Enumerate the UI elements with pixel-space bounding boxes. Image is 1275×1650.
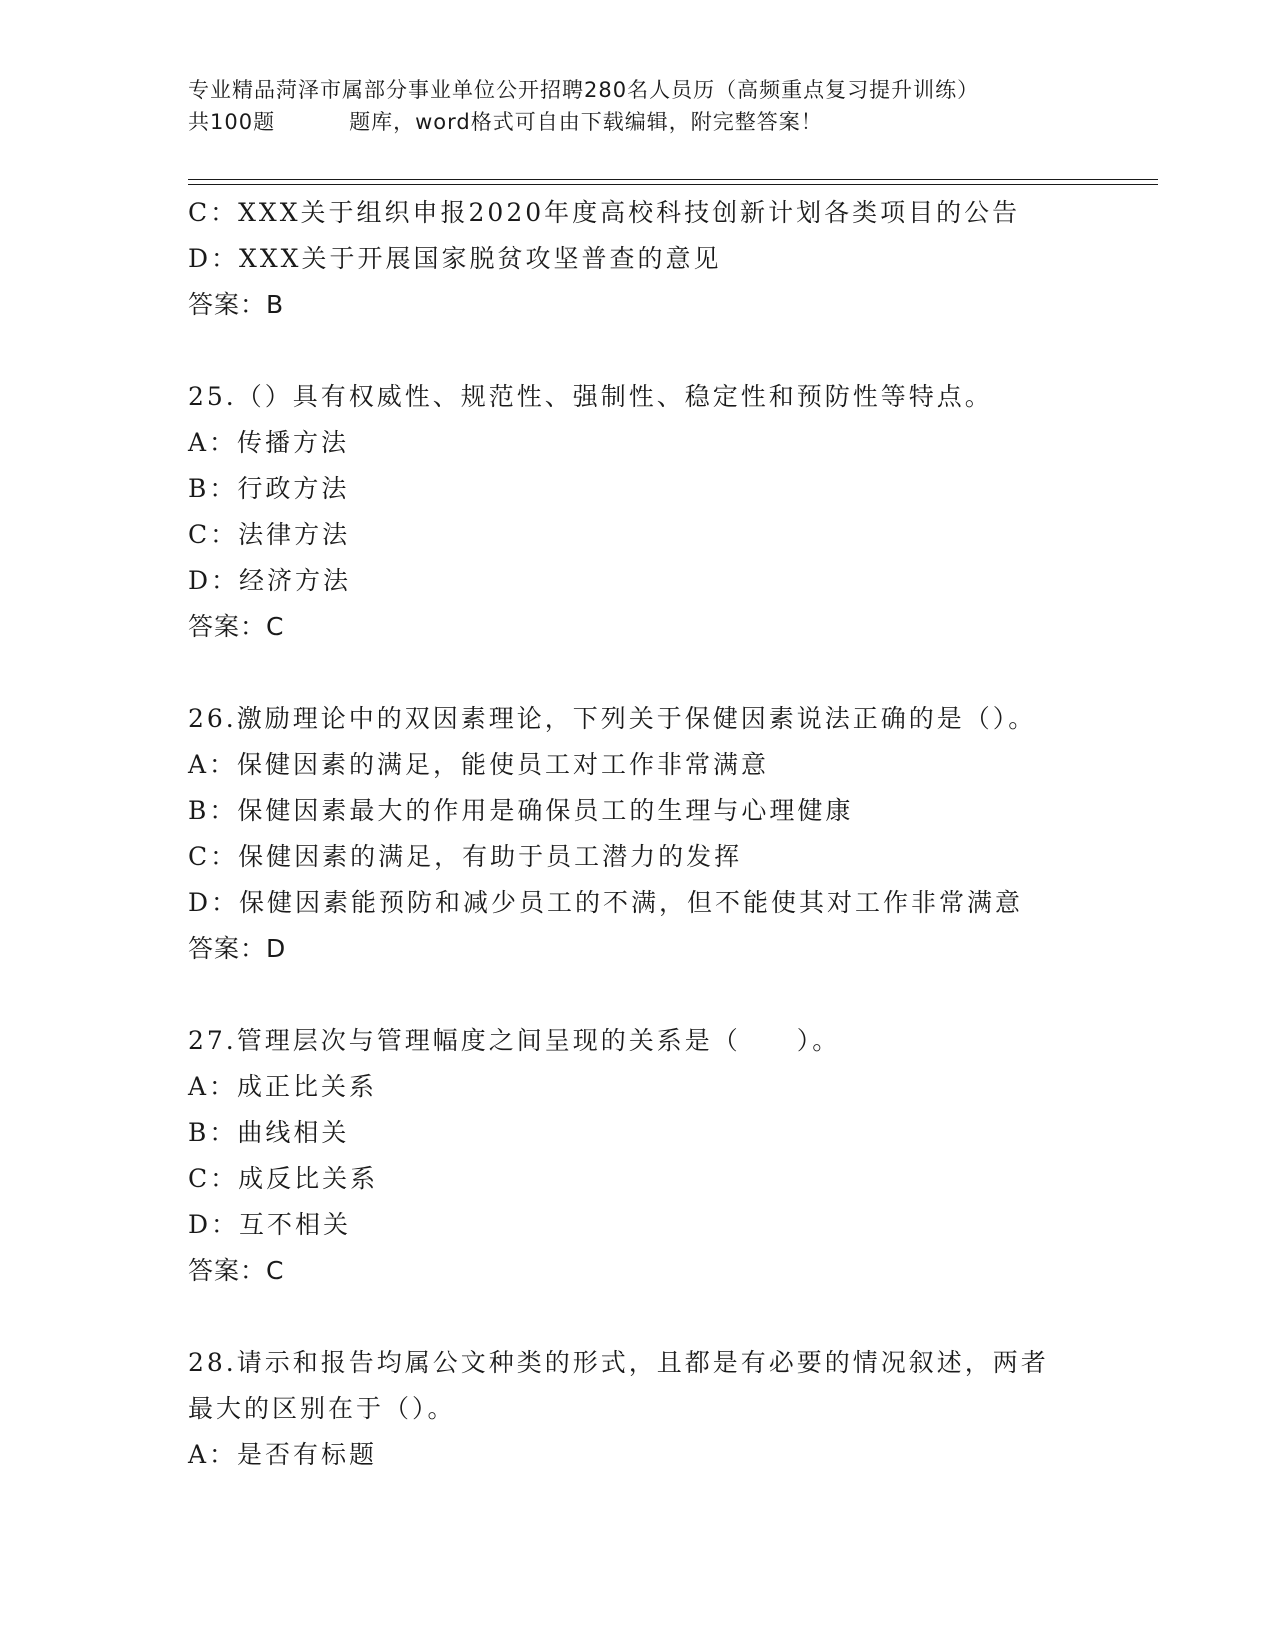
- option-b: B：行政方法: [188, 474, 350, 503]
- question-stem-line2: 最大的区别在于（）。: [188, 1394, 456, 1423]
- option-b: B：保健因素最大的作用是确保员工的生理与心理健康: [188, 796, 854, 825]
- header-divider-top: [188, 179, 1158, 180]
- option-a: A：成正比关系: [188, 1072, 378, 1101]
- answer-line: 答案：C: [188, 612, 285, 641]
- option-a: A：传播方法: [188, 428, 350, 457]
- question-stem: 26.激励理论中的双因素理论，下列关于保健因素说法正确的是（）。: [188, 704, 1037, 733]
- document-header: [188, 74, 1088, 138]
- prev-question-block: [188, 190, 1128, 328]
- option-c: C：成反比关系: [188, 1164, 379, 1193]
- question-stem-line1: 28.请示和报告均属公文种类的形式，且都是有必要的情况叙述，两者: [188, 1348, 1049, 1377]
- header-format-note: 题库，word格式可自由下载编辑，附完整答案！: [349, 110, 823, 134]
- option-c: C：保健因素的满足，有助于员工潜力的发挥: [188, 842, 743, 871]
- option-d: D：互不相关: [188, 1210, 352, 1239]
- answer-line: 答案：D: [188, 934, 287, 963]
- option-d: D：保健因素能预防和减少员工的不满，但不能使其对工作非常满意: [188, 888, 1024, 917]
- header-divider-bottom: [188, 184, 1158, 185]
- question-25: [188, 374, 1128, 650]
- option-a: A：是否有标题: [188, 1440, 378, 1469]
- answer-line: 答案：C: [188, 1256, 285, 1285]
- question-stem: 25.（）具有权威性、规范性、强制性、稳定性和预防性等特点。: [188, 382, 993, 411]
- header-title-line2: [188, 106, 1088, 138]
- option-d: D：XXX关于开展国家脱贫攻坚普查的意见: [188, 244, 722, 273]
- header-title-line1: 专业精品菏泽市属部分事业单位公开招聘280名人员历（高频重点复习提升训练）: [188, 78, 980, 102]
- option-a: A：保健因素的满足，能使员工对工作非常满意: [188, 750, 770, 779]
- header-question-count: 共100题: [188, 110, 276, 134]
- question-list: [188, 190, 1128, 1478]
- option-c: C：XXX关于组织申报2020年度高校科技创新计划各类项目的公告: [188, 198, 1021, 227]
- option-b: B：曲线相关: [188, 1118, 350, 1147]
- option-c: C：法律方法: [188, 520, 351, 549]
- option-d: D：经济方法: [188, 566, 352, 595]
- answer-line: 答案：B: [188, 290, 285, 319]
- question-28: [188, 1340, 1128, 1478]
- question-26: [188, 696, 1128, 972]
- question-27: [188, 1018, 1128, 1294]
- question-stem: 27.管理层次与管理幅度之间呈现的关系是（ ）。: [188, 1026, 841, 1055]
